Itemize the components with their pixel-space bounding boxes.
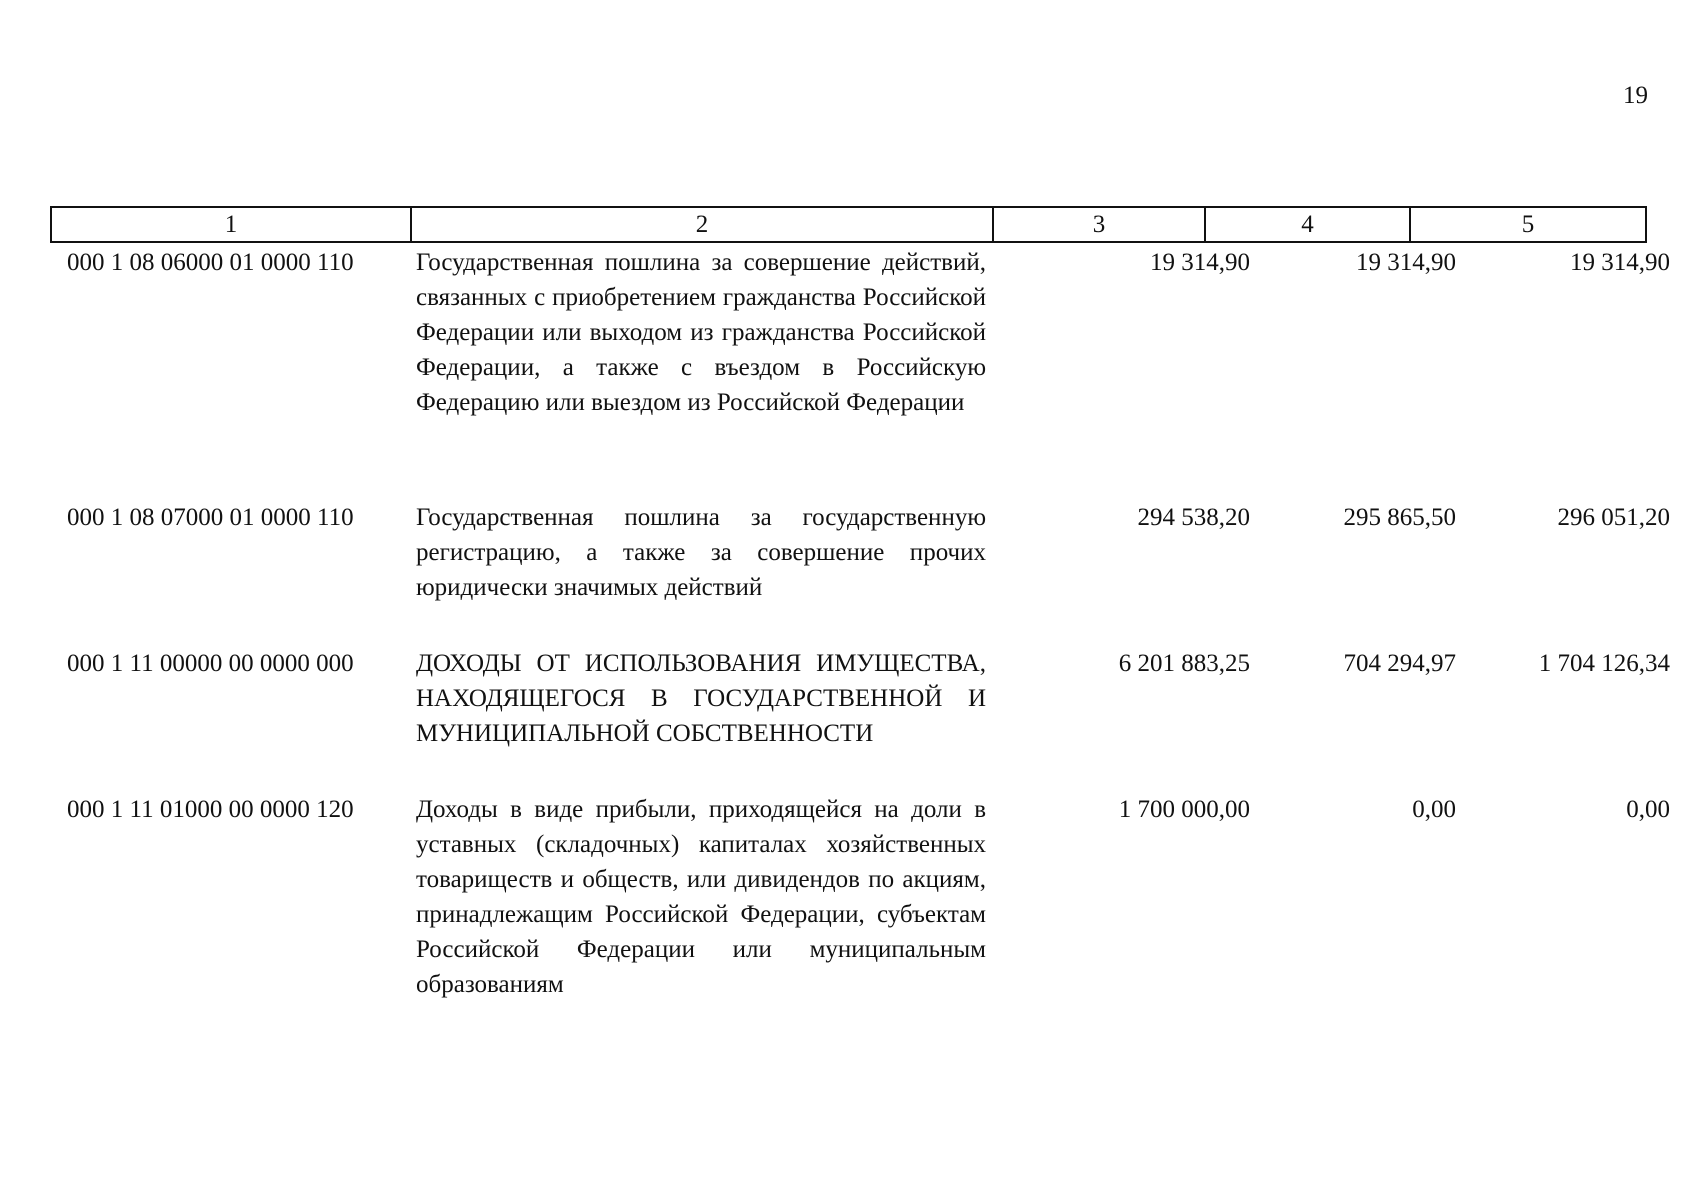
budget-code: 000 1 08 07000 01 0000 110 bbox=[67, 504, 354, 531]
row-description: ДОХОДЫ ОТ ИСПОЛЬЗОВАНИЯ ИМУЩЕСТВА, НАХОДЯЩЕГОСЯ В ГОСУДАРСТВЕННОЙ И МУНИЦИПАЛЬНОЙ СОБСТВЕННОСТИ bbox=[416, 650, 986, 747]
value-col-4: 19 314,90 bbox=[1356, 249, 1456, 276]
value-col-5: 296 051,20 bbox=[1557, 504, 1670, 531]
header-cell-5: 5 bbox=[1521, 211, 1535, 238]
value-col-5: 0,00 bbox=[1626, 796, 1670, 823]
budget-code: 000 1 11 01000 00 0000 120 bbox=[67, 796, 354, 823]
header-cell-2: 2 bbox=[412, 208, 994, 241]
value-col-3: 294 538,20 bbox=[1137, 504, 1250, 531]
value-col-5: 19 314,90 bbox=[1570, 249, 1670, 276]
row-description: Государственная пошлина за государственную регистрацию, а также за совершение прочих юридически значимых действий bbox=[416, 504, 986, 601]
page-number: 19 bbox=[1623, 82, 1648, 109]
budget-code: 000 1 08 06000 01 0000 110 bbox=[67, 249, 354, 276]
value-col-4: 704 294,97 bbox=[1343, 650, 1456, 677]
row-description: Доходы в виде прибыли, приходящейся на доли в уставных (складочных) капиталах хозяйственных товариществ и обществ, или дивидендов по акциям, принадлежащим Российской Федерации, субъектам Российской Федерации или муниципальным образованиям bbox=[416, 796, 986, 998]
table-header-row bbox=[50, 206, 1647, 243]
budget-code: 000 1 11 00000 00 0000 000 bbox=[67, 650, 354, 677]
row-description: Государственная пошлина за совершение действий, связанных с приобретением гражданства Российской Федерации или выходом из гражданства Российской Федерации, а также с въездом в Российскую Федерацию или выездом из Российской Федерации bbox=[416, 249, 986, 416]
value-col-3: 19 314,90 bbox=[1150, 249, 1250, 276]
value-col-3: 1 700 000,00 bbox=[1118, 796, 1250, 823]
header-cell-4: 4 bbox=[1206, 208, 1411, 241]
header-cell-1: 1 bbox=[52, 208, 412, 241]
value-col-5: 1 704 126,34 bbox=[1538, 650, 1670, 677]
header-cell-3: 3 bbox=[994, 208, 1206, 241]
value-col-4: 0,00 bbox=[1412, 796, 1456, 823]
value-col-3: 6 201 883,25 bbox=[1118, 650, 1250, 677]
value-col-4: 295 865,50 bbox=[1343, 504, 1456, 531]
